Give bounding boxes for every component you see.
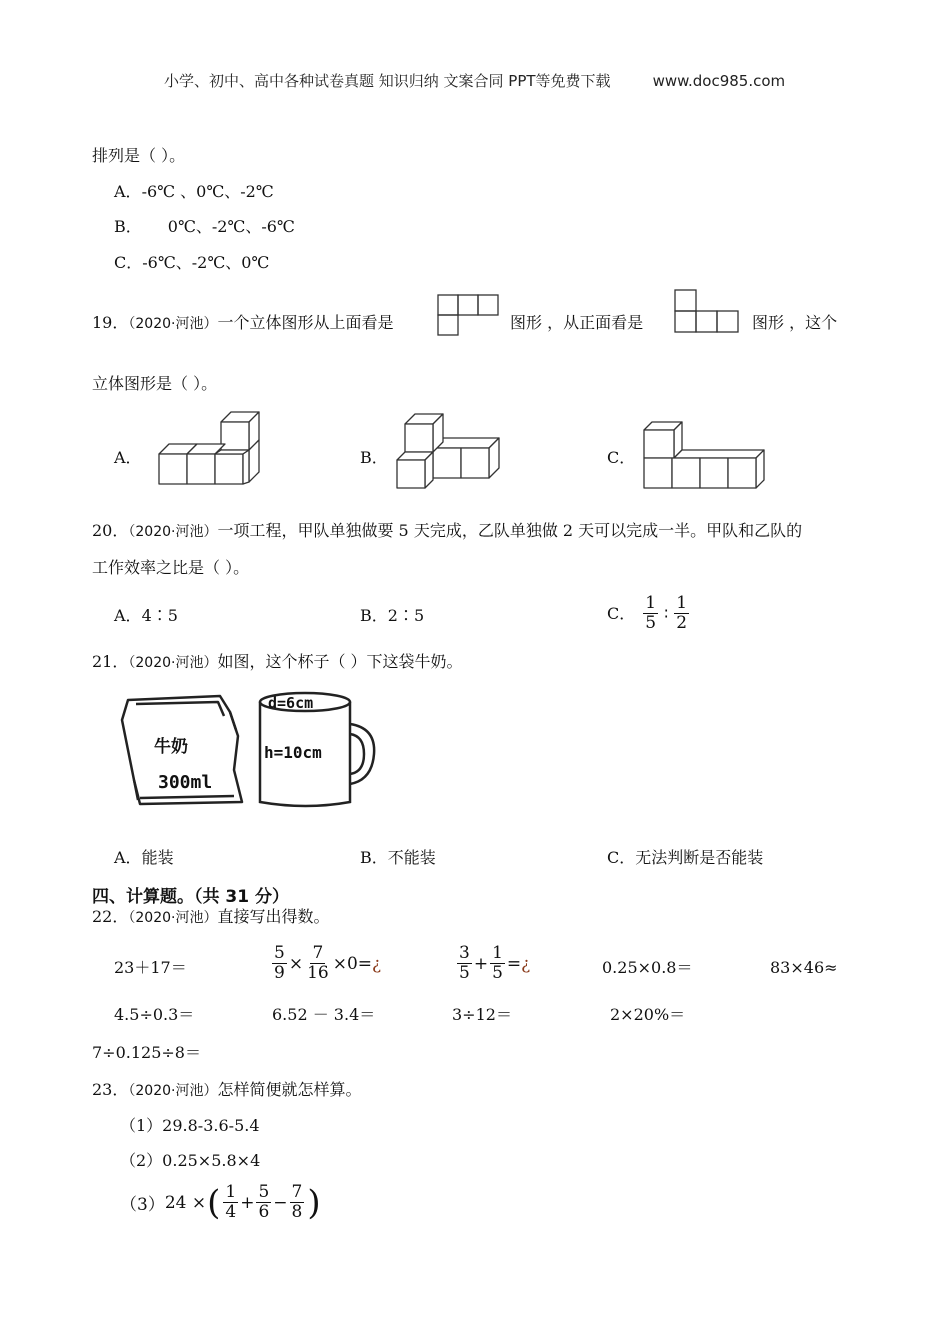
- q22-r2c2: 6.52 － 3.4＝: [272, 1005, 376, 1024]
- q19-option-b-label: B．: [360, 448, 388, 467]
- cup-diameter: d=6cm: [268, 694, 314, 712]
- solid-figure-b: [395, 412, 505, 492]
- q21-option-a: A．能装: [114, 848, 174, 867]
- q18-option-c: C．-6℃、-2℃、0℃: [114, 253, 270, 272]
- q19-line1b: 图形 ，从正面看是: [510, 313, 644, 332]
- q22-r1c1: 23＋17＝: [114, 958, 187, 977]
- q22-line: 22．（2020·河池）直接写出得数。: [92, 907, 330, 926]
- q21-option-c: C．无法判断是否能装: [607, 848, 764, 867]
- q19-line1c: 图形 ，这个: [752, 313, 838, 332]
- fraction: $\frac{7}{8}$: [291, 1182, 303, 1222]
- fraction: $\frac{1}{5}$: [645, 593, 657, 633]
- header-text: 小学、初中、高中各种试卷真题 知识归纳 文案合同 PPT等免费下载: [164, 72, 611, 90]
- q19-line1a: 19．（2020·河池）一个立体图形从上面看是: [92, 313, 394, 332]
- top-view-figure: [437, 294, 499, 336]
- q22-r1c2: $\frac{5}{9}$ × $\frac{7}{16}$ ×0= ¿: [274, 943, 382, 983]
- q20-option-c: C． $\frac{1}{5}$ ∶ $\frac{1}{2}$: [607, 593, 688, 633]
- q18-option-a: A．-6℃ 、0℃、-2℃: [114, 182, 274, 201]
- fraction: $\frac{5}{6}$: [258, 1182, 270, 1222]
- q20-line2: 工作效率之比是（ ）。: [92, 558, 250, 577]
- q22-r1c5: 83×46≈: [770, 958, 838, 977]
- q20-line1: 20．（2020·河池）一项工程，甲队单独做要 5 天完成，乙队单独做 2 天可以完成一半。甲队和乙队的: [92, 521, 803, 540]
- fraction: $\frac{3}{5}$: [459, 943, 470, 983]
- fraction: $\frac{1}{2}$: [676, 593, 688, 633]
- fraction: $\frac{1}{5}$: [492, 943, 503, 983]
- solid-figure-c: [640, 418, 770, 492]
- q22-r1c4: 0.25×0.8＝: [602, 958, 693, 977]
- cup-height: h=10cm: [264, 743, 322, 762]
- q22-r2c4: 2×20%＝: [610, 1005, 686, 1024]
- front-view-figure: [674, 289, 740, 333]
- q23-line: 23．（2020·河池）怎样简便就怎样算。: [92, 1080, 362, 1099]
- q23-part3: （3） 24 × ( $\frac{1}{4}$ + $\frac{5}{6}$ − $\frac{7}{8}$ ): [120, 1182, 321, 1223]
- q18-option-b: B． 0℃、-2℃、-6℃: [114, 217, 295, 236]
- fraction: $\frac{1}{4}$: [225, 1182, 237, 1222]
- fraction: $\frac{5}{9}$: [274, 943, 285, 983]
- q21-option-b: B．不能装: [360, 848, 436, 867]
- q22-r2c1: 4.5÷0.3＝: [114, 1005, 195, 1024]
- q20-option-a: A．4∶5: [114, 606, 178, 625]
- milk-bag-volume: 300ml: [158, 772, 213, 793]
- q22-r3c1: 7÷0.125÷8＝: [92, 1043, 201, 1062]
- q23-part1: （1）29.8-3.6-5.4: [120, 1116, 260, 1135]
- q18-tail: 排列是（ ）。: [92, 146, 186, 165]
- q19-option-a-label: A．: [114, 448, 142, 467]
- solid-figure-a: [155, 410, 265, 490]
- q23-part2: （2）0.25×5.8×4: [120, 1151, 261, 1170]
- q22-r1c3: $\frac{3}{5}$ + $\frac{1}{5}$ = ¿: [459, 943, 531, 983]
- page-header: [164, 70, 785, 91]
- section-title: 四、计算题。（共 31 分）: [92, 887, 289, 907]
- milk-bag-label: 牛奶: [154, 737, 188, 757]
- milk-and-cup-figure: [118, 690, 378, 812]
- q22-r2c3: 3÷12＝: [452, 1005, 512, 1024]
- header-url: www.doc985.com: [652, 72, 786, 90]
- q19-line2: 立体图形是（ ）。: [92, 374, 218, 393]
- q19-option-c-label: C．: [607, 448, 636, 467]
- q21-line: 21．（2020·河池）如图，这个杯子（ ）下这袋牛奶。: [92, 652, 463, 671]
- q20-option-b: B．2∶5: [360, 606, 425, 625]
- fraction: $\frac{7}{16}$: [307, 943, 329, 983]
